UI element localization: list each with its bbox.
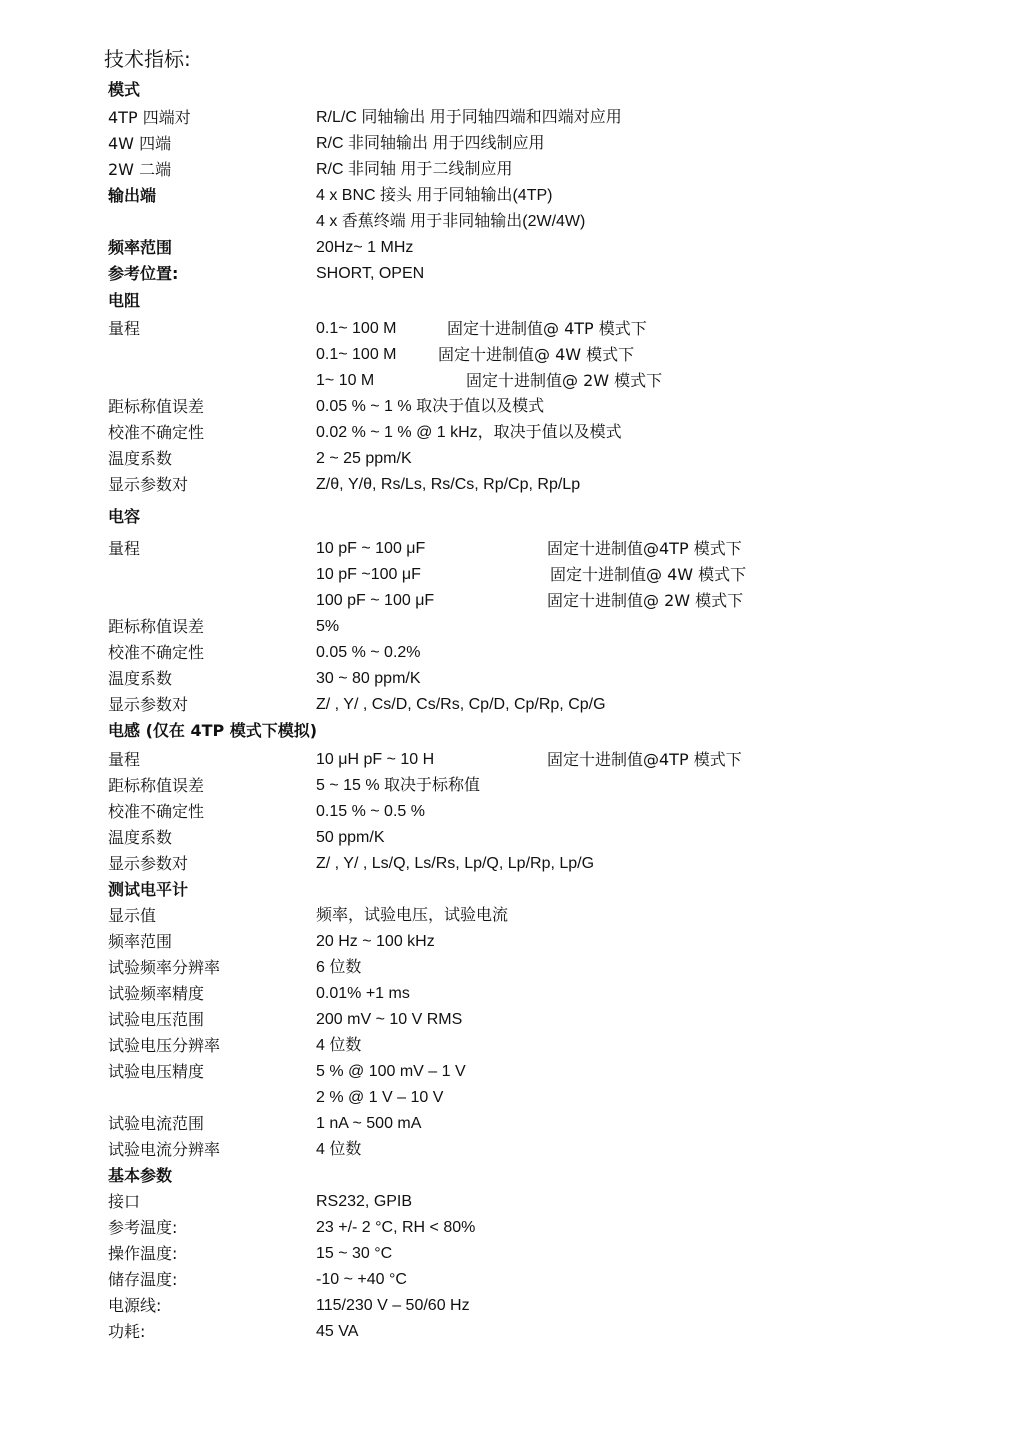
spec-label: 距标称值误差	[108, 776, 205, 795]
spec-value: 4 x 香蕉终端 用于非同轴输出(2W/4W)	[316, 213, 586, 230]
spec-label: 操作温度:	[108, 1244, 178, 1263]
spec-label: 校准不确定性	[108, 802, 205, 821]
spec-value: 0.15 % ~ 0.5 %	[316, 803, 425, 820]
spec-row	[0, 903, 1024, 929]
spec-row	[0, 614, 1024, 640]
spec-note: 固定十进制值@ 2W 模式下	[547, 591, 744, 610]
spec-label: 距标称值误差	[108, 617, 205, 636]
spec-value: 0.05 % ~ 1 % 取决于值以及模式	[316, 398, 545, 415]
spec-value: 10 pF ~ 100 μF	[316, 540, 426, 557]
spec-label: 温度系数	[108, 828, 173, 847]
spec-row	[0, 1267, 1024, 1293]
spec-label: 接口	[108, 1192, 141, 1211]
spec-value: 0.01% +1 ms	[316, 985, 410, 1002]
spec-value: 20 Hz ~ 100 kHz	[316, 933, 435, 950]
spec-note: 固定十进制值@4TP 模式下	[547, 539, 742, 558]
spec-value: 200 mV ~ 10 V RMS	[316, 1011, 463, 1028]
spec-row	[0, 1215, 1024, 1241]
spec-label: 参考温度:	[108, 1218, 178, 1237]
spec-row	[0, 1007, 1024, 1033]
spec-row	[0, 666, 1024, 692]
spec-row	[0, 929, 1024, 955]
spec-row	[0, 851, 1024, 877]
spec-label: 试验频率分辨率	[108, 958, 221, 977]
spec-value: 4 位数	[316, 1037, 362, 1054]
spec-label: 4TP 四端对	[108, 108, 191, 127]
spec-value: 115/230 V – 50/60 Hz	[316, 1297, 470, 1314]
spec-row	[0, 288, 1024, 314]
spec-label: 储存温度:	[108, 1270, 178, 1289]
spec-value: R/L/C 同轴输出 用于同轴四端和四端对应用	[316, 109, 622, 126]
spec-value: 0.05 % ~ 0.2%	[316, 644, 421, 661]
spec-row	[0, 536, 1024, 562]
spec-note: 固定十进制值@ 4W 模式下	[550, 565, 747, 584]
section-heading: 基本参数	[108, 1166, 173, 1185]
spec-label: 试验电压范围	[108, 1010, 205, 1029]
spec-label: 功耗:	[108, 1322, 146, 1341]
spec-label: 距标称值误差	[108, 397, 205, 416]
section-heading: 电感 (仅在 4TP 模式下模拟)	[108, 721, 318, 740]
spec-row	[0, 1163, 1024, 1189]
spec-label: 试验电压精度	[108, 1062, 205, 1081]
spec-row	[0, 825, 1024, 851]
spec-value: 5%	[316, 618, 340, 635]
spec-value: 4 x BNC 接头 用于同轴输出(4TP)	[316, 187, 553, 204]
spec-row	[0, 799, 1024, 825]
spec-note: 固定十进制值@ 2W 模式下	[466, 371, 663, 390]
spec-row	[0, 640, 1024, 666]
spec-row	[0, 1189, 1024, 1215]
spec-row	[0, 718, 1024, 744]
spec-row	[0, 562, 1024, 588]
section-heading: 频率范围	[108, 238, 173, 257]
spec-row	[0, 77, 1024, 103]
spec-row	[0, 394, 1024, 420]
spec-row	[0, 420, 1024, 446]
spec-value: Z/ , Y/ , Ls/Q, Ls/Rs, Lp/Q, Lp/Rp, Lp/G	[316, 855, 595, 872]
spec-row	[0, 1033, 1024, 1059]
spec-value: 0.1~ 100 M	[316, 320, 397, 337]
spec-label: 校准不确定性	[108, 643, 205, 662]
section-heading: 测试电平计	[108, 880, 189, 899]
spec-label: 试验电压分辨率	[108, 1036, 221, 1055]
spec-label: 电源线:	[108, 1296, 162, 1315]
spec-value: 23 +/- 2 °C, RH < 80%	[316, 1219, 476, 1236]
spec-value: 45 VA	[316, 1323, 359, 1340]
spec-label: 显示参数对	[108, 475, 189, 494]
spec-row	[0, 446, 1024, 472]
spec-row	[0, 209, 1024, 235]
spec-label: 量程	[108, 750, 141, 769]
spec-label: 量程	[108, 539, 141, 558]
spec-label: 频率范围	[108, 932, 173, 951]
spec-label: 量程	[108, 319, 141, 338]
page-title: 技术指标:	[104, 47, 191, 71]
spec-value: 20Hz~ 1 MHz	[316, 239, 414, 256]
spec-row	[0, 1085, 1024, 1111]
spec-row	[0, 1137, 1024, 1163]
spec-row	[0, 747, 1024, 773]
spec-value: 50 ppm/K	[316, 829, 385, 846]
spec-value: 2 % @ 1 V – 10 V	[316, 1089, 444, 1106]
spec-label: 温度系数	[108, 449, 173, 468]
spec-value: 1~ 10 M	[316, 372, 375, 389]
spec-label: 试验频率精度	[108, 984, 205, 1003]
spec-value: 频率，试验电压，试验电流	[316, 907, 509, 924]
spec-row	[0, 773, 1024, 799]
spec-note: 固定十进制值@ 4W 模式下	[438, 345, 635, 364]
spec-value: Z/ , Y/ , Cs/D, Cs/Rs, Cp/D, Cp/Rp, Cp/G	[316, 696, 606, 713]
spec-value: 5 % @ 100 mV – 1 V	[316, 1063, 466, 1080]
section-heading: 参考位置:	[108, 264, 179, 283]
spec-row	[0, 1059, 1024, 1085]
spec-row	[0, 1111, 1024, 1137]
spec-row	[0, 261, 1024, 287]
spec-value: R/C 非同轴输出 用于四线制应用	[316, 135, 545, 152]
section-heading: 输出端	[108, 186, 157, 205]
spec-label: 试验电流范围	[108, 1114, 205, 1133]
spec-value: 100 pF ~ 100 μF	[316, 592, 435, 609]
spec-value: SHORT, OPEN	[316, 265, 425, 282]
spec-row	[0, 342, 1024, 368]
spec-value: 0.02 % ~ 1 % @ 1 kHz，取决于值以及模式	[316, 424, 622, 441]
spec-note: 固定十进制值@4TP 模式下	[547, 750, 742, 769]
spec-row	[0, 877, 1024, 903]
spec-value: -10 ~ +40 °C	[316, 1271, 407, 1288]
section-heading: 电阻	[108, 291, 141, 310]
spec-row	[0, 235, 1024, 261]
spec-value: 10 μH pF ~ 10 H	[316, 751, 435, 768]
spec-row	[0, 183, 1024, 209]
spec-label: 显示值	[108, 906, 157, 925]
spec-label: 试验电流分辨率	[108, 1140, 221, 1159]
spec-label: 4W 四端	[108, 134, 172, 153]
spec-value: 5 ~ 15 % 取决于标称值	[316, 777, 481, 794]
spec-row	[0, 981, 1024, 1007]
spec-value: 10 pF ~100 μF	[316, 566, 421, 583]
spec-row	[0, 588, 1024, 614]
spec-row	[0, 131, 1024, 157]
spec-row	[0, 1293, 1024, 1319]
spec-row	[0, 1241, 1024, 1267]
spec-value: 1 nA ~ 500 mA	[316, 1115, 422, 1132]
spec-value: 30 ~ 80 ppm/K	[316, 670, 421, 687]
section-heading: 电容	[108, 507, 141, 526]
spec-value: RS232, GPIB	[316, 1193, 413, 1210]
spec-value: 0.1~ 100 M	[316, 346, 397, 363]
spec-value: 4 位数	[316, 1141, 362, 1158]
spec-row	[0, 368, 1024, 394]
spec-row	[0, 504, 1024, 530]
spec-row	[0, 1319, 1024, 1345]
spec-row	[0, 157, 1024, 183]
spec-label: 显示参数对	[108, 695, 189, 714]
section-heading: 模式	[108, 80, 141, 99]
spec-row	[0, 316, 1024, 342]
spec-label: 显示参数对	[108, 854, 189, 873]
spec-note: 固定十进制值@ 4TP 模式下	[447, 319, 647, 338]
spec-value: 15 ~ 30 °C	[316, 1245, 393, 1262]
spec-row	[0, 692, 1024, 718]
spec-value: 6 位数	[316, 959, 362, 976]
spec-row	[0, 472, 1024, 498]
spec-label: 温度系数	[108, 669, 173, 688]
spec-value: Z/θ, Y/θ, Rs/Ls, Rs/Cs, Rp/Cp, Rp/Lp	[316, 476, 581, 493]
spec-value: 2 ~ 25 ppm/K	[316, 450, 412, 467]
spec-label: 2W 二端	[108, 160, 172, 179]
spec-row	[0, 955, 1024, 981]
spec-value: R/C 非同轴 用于二线制应用	[316, 161, 513, 178]
spec-row	[0, 105, 1024, 131]
spec-label: 校准不确定性	[108, 423, 205, 442]
